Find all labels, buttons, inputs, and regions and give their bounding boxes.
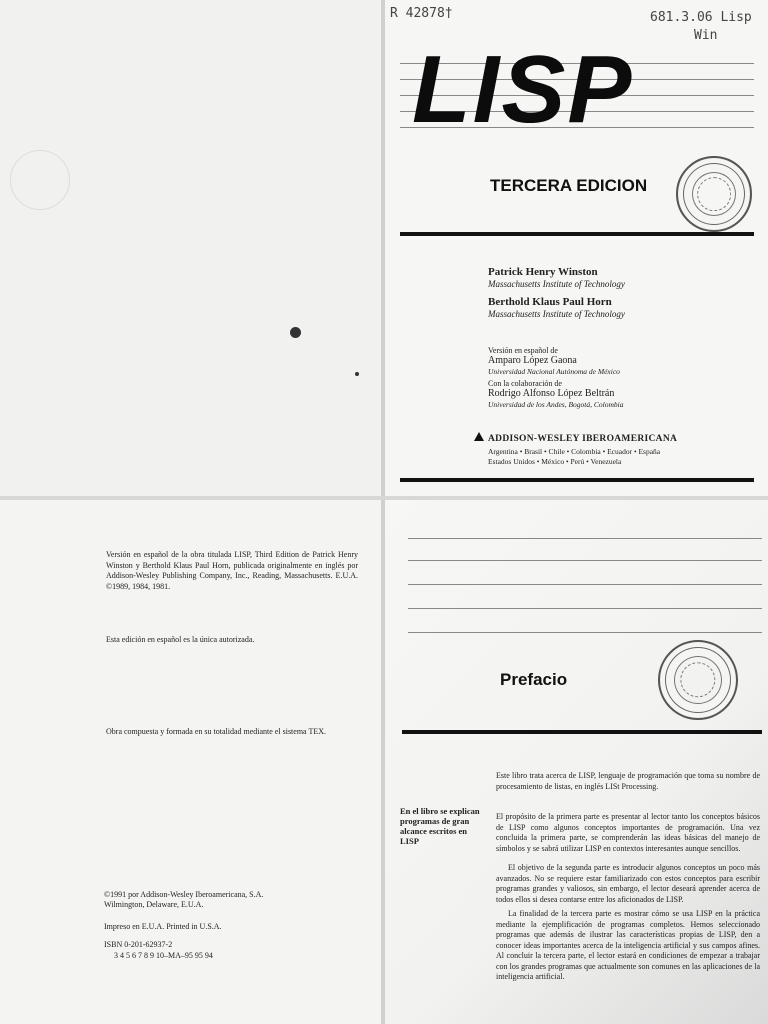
- collaborator-affiliation: Universidad de los Andes, Bogotá, Colombia: [488, 400, 624, 409]
- collaboration-label: Con la colaboración de: [488, 379, 562, 388]
- page-fold: [0, 496, 768, 500]
- paragraph-4: La finalidad de la tercera parte es mostrar cómo se usa LISP en la práctica mediante la ejemplificación de programas completos. Hemos seleccionado programas que además de ilustrar las características propias de LISP, den a conocer ideas importantes acerca de la inteligencia artificial y sus campos afines. Al concluir la tercera parte, el lector estará en condiciones de empezar a trabajar con los grandes programas que actualmente son comunes en las aplicaciones de la inteligencia artificial.: [496, 909, 760, 981]
- catalog-number: R 42878†: [390, 6, 453, 21]
- margin-note: En el libro se explican programas de gran alcance escritos en LISP: [400, 806, 480, 846]
- print-run-numbers: 3 4 5 6 7 8 9 10–MA–95 95 94: [114, 951, 213, 960]
- translator-affiliation: Universidad Nacional Autónoma de México: [488, 367, 620, 376]
- printed-in-line: Impreso en E.U.A. Printed in U.S.A.: [104, 922, 222, 931]
- shelfmark-2: Win: [694, 28, 718, 43]
- shelfmark: 681.3.06 Lisp: [650, 10, 752, 25]
- header-rule: [408, 560, 762, 561]
- author-2-affiliation: Massachusetts Institute of Technology: [488, 309, 625, 319]
- collaborator-name: Rodrigo Alfonso López Beltrán: [488, 388, 615, 399]
- paragraph-2: El propósito de la primera parte es presentar al lector tanto los conceptos básicos de LISP como algunos conceptos importantes de programación. Una vez concluida la primera parte, se comprenderán las ideas básicas del manejo de símbolos y se sabrá utilizar LISP en contextos interesantes aunque sencillos.: [496, 812, 760, 853]
- copyright-page: [0, 498, 384, 1024]
- author-2-name: Berthold Klaus Paul Horn: [488, 296, 612, 308]
- copyright-line-1: ©1991 por Addison-Wesley Iberoamericana, S.A.: [104, 890, 264, 899]
- book-gutter: [381, 0, 385, 1024]
- original-edition-notice: Versión en español de la obra titulada LISP, Third Edition de Patrick Henry Winston y Berthold Klaus Paul Horn, publicada originalmente en inglés por Addison-Wesley Publishing Company, Inc., Reading, Massachusetts. E.U.A. ©1989, 1984, 1981.: [106, 550, 358, 591]
- typesetting-note: Obra compuesta y formada en su totalidad mediante el sistema TEX.: [106, 727, 327, 736]
- authorized-edition-note: Esta edición en español es la única autorizada.: [106, 635, 255, 644]
- paragraph-3: El objetivo de la segunda parte es introducir algunos conceptos un poco más avanzados. No se requiere estar familiarizado con estos conceptos para escribir programas grandes y valiosos, sin embargo, el lector deseará aprender acerca de todos ellos si desea contarse entre los aficionados de LISP.: [496, 863, 760, 904]
- publisher-logo-icon: [474, 432, 484, 441]
- countries-line-2: Estados Unidos • México • Perú • Venezuela: [488, 457, 622, 466]
- countries-line-1: Argentina • Brasil • Chile • Colombia • Ecuador • España: [488, 447, 661, 456]
- header-rule: [408, 608, 762, 609]
- footer-rule: [400, 478, 754, 482]
- header-rule: [408, 632, 762, 633]
- heading-separator: [402, 730, 762, 734]
- faint-stamp-ghost: [10, 150, 70, 210]
- paragraph-1: Este libro trata acerca de LISP, lenguaje de programación que toma su nombre de procesamiento de listas, en inglés LISt Processing.: [496, 771, 760, 791]
- library-stamp: [676, 156, 752, 232]
- title-page: [384, 0, 768, 498]
- edition-label: TERCERA EDICION: [490, 176, 648, 195]
- ink-smudge: [290, 327, 301, 338]
- author-1-name: Patrick Henry Winston: [488, 266, 598, 278]
- header-rule: [408, 538, 762, 539]
- author-1-affiliation: Massachusetts Institute of Technology: [488, 279, 625, 289]
- library-stamp: [658, 640, 738, 720]
- title-separator: [400, 232, 754, 236]
- header-rule: [408, 584, 762, 585]
- publisher-name: ADDISON-WESLEY IBEROAMERICANA: [488, 434, 678, 444]
- translation-label: Versión en español de: [488, 346, 558, 355]
- ink-dot: [355, 372, 359, 376]
- preface-page: [384, 498, 768, 1024]
- book-title: LISP: [412, 36, 634, 143]
- copyright-line-2: Wilmington, Delaware, E.U.A.: [104, 900, 204, 909]
- chapter-heading: Prefacio: [500, 670, 568, 689]
- isbn: ISBN 0-201-62937-2: [104, 940, 173, 949]
- blank-verso-page: [0, 0, 384, 498]
- translator-name: Amparo López Gaona: [488, 355, 577, 366]
